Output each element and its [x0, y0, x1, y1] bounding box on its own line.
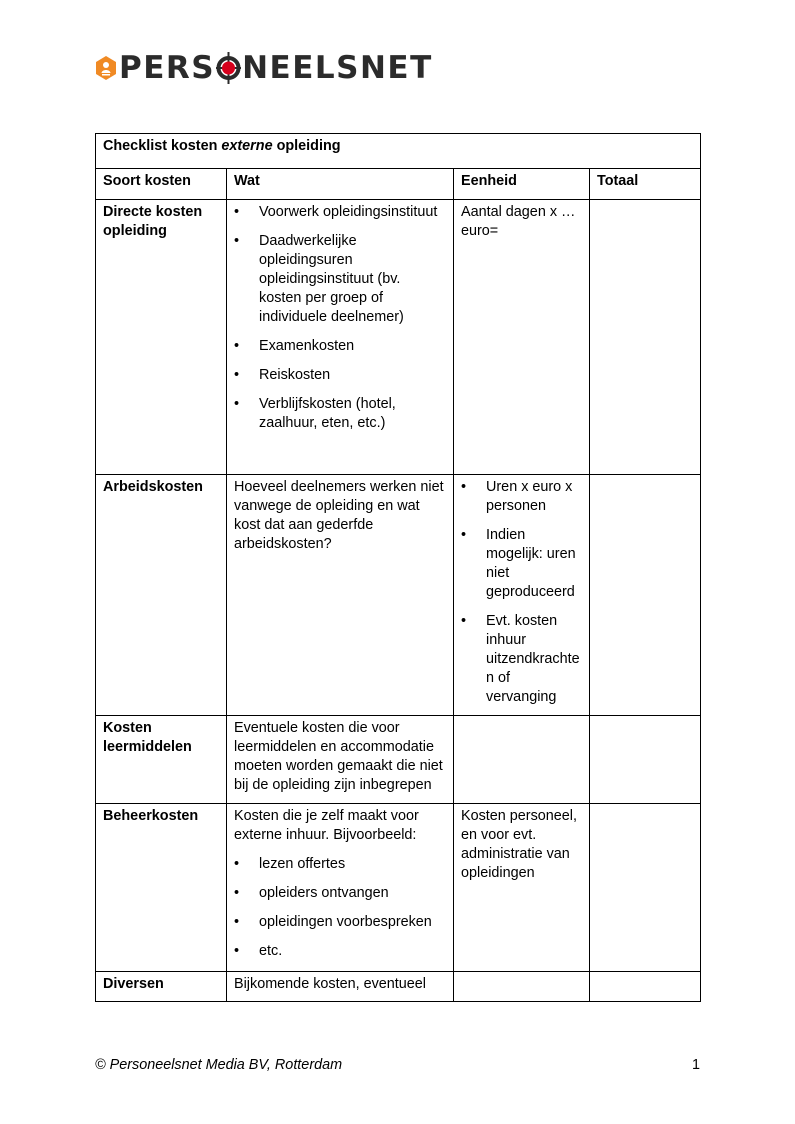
cell-wat: Hoeveel deelnemers werken niet vanwege de opleiding en wat kost dat aan gederfde arbeidskosten?	[227, 475, 454, 716]
cell-wat: Eventuele kosten die voor leermiddelen en accommodatie moeten worden gemaakt die niet bij de opleiding zijn inbegrepen	[227, 716, 454, 804]
cell-totaal	[590, 972, 701, 1002]
bullet-list	[234, 855, 446, 961]
list-item: • Verblijfskosten (hotel, zaalhuur, eten, etc.)	[234, 395, 446, 433]
table-row	[96, 200, 701, 475]
logo-target-icon	[215, 50, 242, 86]
table-row	[96, 716, 701, 804]
table-row	[96, 475, 701, 716]
table-row	[96, 972, 701, 1002]
list-item: • Uren x euro x personen	[461, 478, 582, 516]
column-header-totaal: Totaal	[590, 169, 701, 200]
list-item: • lezen offertes	[234, 855, 446, 874]
cell-wat: Bijkomende kosten, eventueel	[227, 972, 454, 1002]
cell-wat	[227, 200, 454, 475]
list-item: • Examenkosten	[234, 337, 446, 356]
cell-eenheid: Aantal dagen x … euro=	[454, 200, 590, 475]
cell-eenheid	[454, 972, 590, 1002]
cell-soort: Directe kosten opleiding	[96, 200, 227, 475]
column-header-soort: Soort kosten	[96, 169, 227, 200]
column-header-wat: Wat	[227, 169, 454, 200]
logo-wordmark	[119, 50, 433, 86]
title-suffix: opleiding	[272, 138, 341, 154]
cell-wat-intro: Kosten die je zelf maakt voor externe inhuur. Bijvoorbeeld:	[234, 808, 419, 843]
footer-copyright: © Personeelsnet Media BV, Rotterdam	[95, 1057, 343, 1073]
logo-text-neelsnet: NEELSNET	[242, 50, 433, 86]
cell-eenheid	[454, 716, 590, 804]
cell-eenheid: Kosten personeel, en voor evt. administratie van opleidingen	[454, 804, 590, 972]
cell-soort: Kosten leermiddelen	[96, 716, 227, 804]
list-item: • etc.	[234, 942, 446, 961]
column-header-eenheid: Eenheid	[454, 169, 590, 200]
cell-totaal	[590, 716, 701, 804]
bullet-list	[234, 203, 446, 433]
cell-soort: Diversen	[96, 972, 227, 1002]
cell-wat	[227, 804, 454, 972]
table-header-row	[96, 169, 701, 200]
checklist-table	[95, 133, 701, 1002]
title-emphasis: externe	[221, 138, 273, 154]
list-item: • Evt. kosten inhuur uitzendkrachte n of vervanging	[461, 612, 582, 707]
cell-eenheid	[454, 475, 590, 716]
personeelsnet-logo	[95, 50, 433, 86]
cell-totaal	[590, 475, 701, 716]
logo-hexagon-icon	[95, 55, 117, 81]
logo-text-pers: PERS	[119, 50, 216, 86]
list-item: • opleidingen voorbespreken	[234, 913, 446, 932]
list-item: • Daadwerkelijke opleidingsuren opleidingsinstituut (bv. kosten per groep of individuele deelnemer)	[234, 232, 446, 327]
list-item: • Voorwerk opleidingsinstituut	[234, 203, 446, 222]
list-item: • opleiders ontvangen	[234, 884, 446, 903]
list-item: • Indien mogelijk: uren niet geproduceerd	[461, 526, 582, 602]
cell-totaal	[590, 804, 701, 972]
cell-soort: Beheerkosten	[96, 804, 227, 972]
cell-totaal	[590, 200, 701, 475]
table-row	[96, 804, 701, 972]
list-item: • Reiskosten	[234, 366, 446, 385]
table-title-row	[96, 134, 701, 169]
cell-soort: Arbeidskosten	[96, 475, 227, 716]
page-number: 1	[691, 1057, 700, 1073]
table-title	[96, 134, 701, 169]
title-prefix: Checklist kosten	[103, 138, 222, 154]
bullet-list	[461, 478, 582, 707]
